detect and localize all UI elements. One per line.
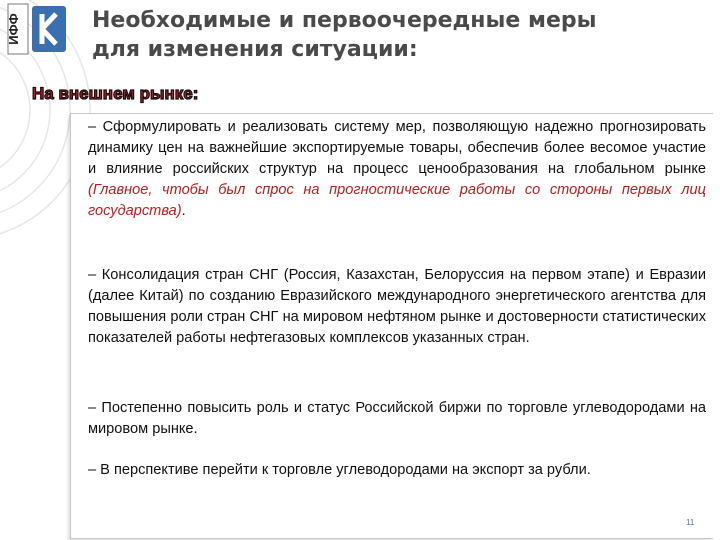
paragraph-4: – В перспективе перейти к торговле углеводородами на экспорт за рубли.	[88, 462, 591, 478]
decorative-arcs	[0, 0, 80, 540]
section-label: На внешнем рынке:	[32, 84, 199, 103]
paragraph-2: – Консолидация стран СНГ (Россия, Казахстан, Белоруссия на первом этапе) и Евразии (далее Китай) по созданию Евразийского международного энергетического агентства для повышения роли стран СНГ на мировом нефтяном рынке и достоверности статистических показателей работы нефтегазовых комплексов указанных стран.	[88, 267, 706, 346]
paragraph-1-text: – Сформулировать и реализовать систему мер, позволяющую надежно прогнозировать динамику цен на важнейшие экспортируемые товары, обеспечив более весомое участие и влияние российских структур на процесс ценообразования на глобальном рынке	[88, 119, 706, 177]
paragraph-1	[88, 117, 706, 222]
organization-logo	[8, 4, 78, 56]
title-line-1: Необходимые и первоочередные меры	[92, 8, 597, 33]
paragraph-1-tail: .	[181, 203, 186, 219]
title-line-2: для изменения ситуации:	[92, 37, 418, 62]
paragraph-3: – Постепенно повысить роль и статус Российской биржи по торговле углеводородами на мировом рынке.	[88, 400, 706, 437]
svg-text:ИФФ: ИФФ	[6, 13, 21, 45]
slide-title	[92, 6, 692, 64]
page-number: 11	[686, 518, 695, 527]
paragraph-1-emphasis: (Главное, чтобы был спрос на прогностические работы со стороны первых лиц государства)	[88, 182, 706, 219]
